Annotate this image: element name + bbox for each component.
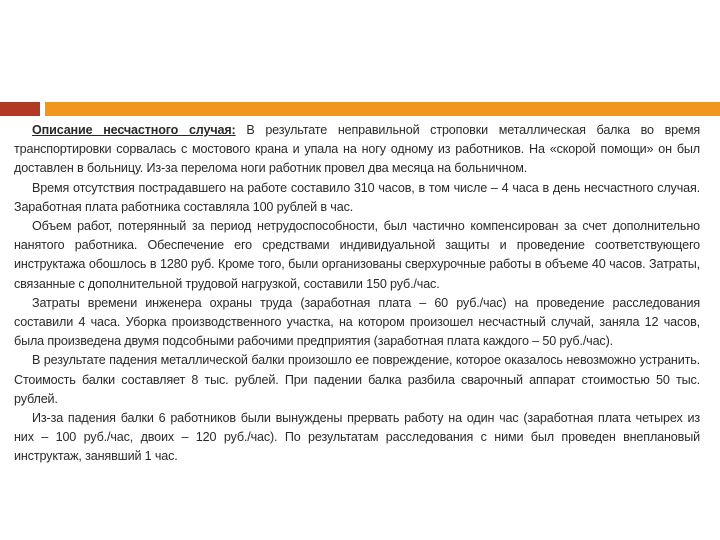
paragraph-investigation-costs: Затраты времени инженера охраны труда (заработная плата – 60 руб./час) на проведение расследования составили 4 часа. Уборка производственного участка, на котором произошел несчастный случай, заняла 12 часов, была произведена двумя подсобными рабочими предприятия (заработная плата каждого – 50 руб./час). [14, 295, 700, 349]
paragraph-absence-time: Время отсутствия пострадавшего на работе составило 310 часов, в том числе – 4 часа в день несчастного случая. Заработная плата работника составляла 100 рублей в час. [14, 180, 700, 214]
document-body [14, 121, 700, 467]
incident-description-label: Описание несчастного случая: [32, 123, 236, 137]
paragraph-work-interruption: Из-за падения балки 6 работников были вынуждены прервать работу на один час (заработная плата четырех из них – 100 руб./час, двоих – 120 руб./час). По результатам расследования с ними был проведен внеплановый инструктаж, занявший 1 час. [14, 411, 700, 464]
incident-description-paragraph [14, 121, 700, 179]
incident-description-text: В результате неправильной строповки металлическая балка во время транспортировки сорвалась с мостового крана и упала на ногу одному из работников. На «скорой помощи» он был доставлен в больницу. Из-за перелома ноги работник провел два месяца на больничном. [14, 123, 701, 176]
header-accent-bar-right [45, 102, 720, 116]
header-accent-bar-left [0, 102, 40, 116]
paragraph-lost-work-volume: Объем работ, потерянный за период нетрудоспособности, был частично компенсирован за счет дополнительно нанятого работника. Обеспечение его средствами индивидуальной защиты и проведение соответствующего инструктажа обошлось в 1280 руб. Кроме того, были организованы сверхурочные работы в объеме 40 часов. Затраты, связанные с дополнительной трудовой нагрузкой, составили 150 руб./час. [14, 219, 700, 291]
paragraph-equipment-damage: В результате падения металлической балки произошло ее повреждение, которое оказалось невозможно устранить. Стоимость балки составляет 8 тыс. рублей. При падении балка разбила сварочный аппарат стоимостью 50 тыс. рублей. [14, 353, 700, 406]
